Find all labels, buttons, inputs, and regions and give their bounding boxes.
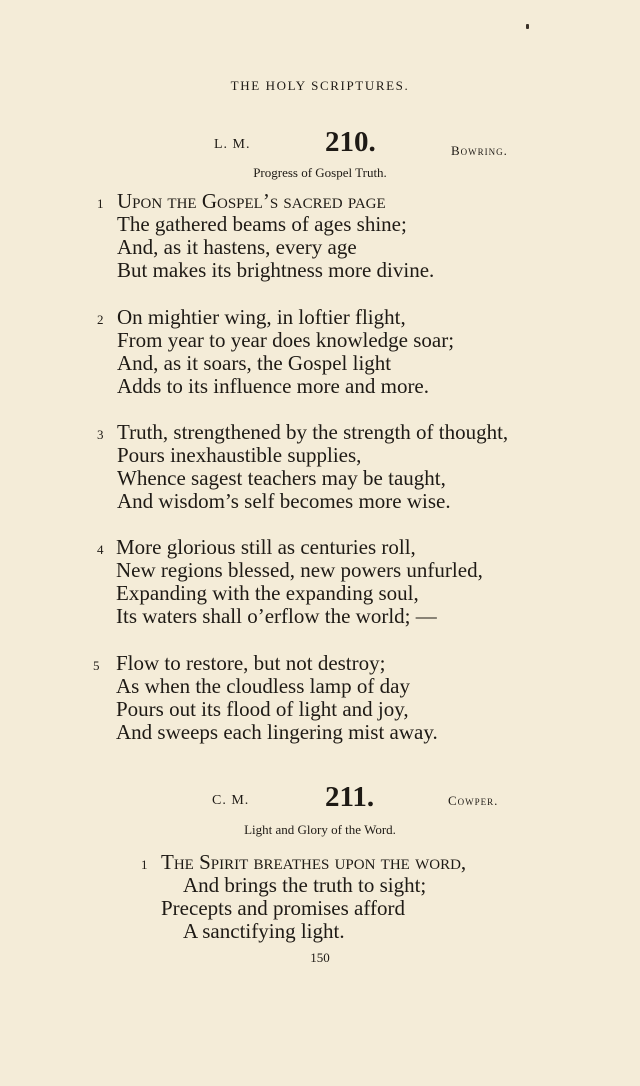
- verse-line: The Spirit breathes upon the word,: [161, 850, 467, 874]
- verse-line: Truth, strengthened by the strength of thought,: [117, 420, 509, 444]
- stanza-4: [97, 535, 483, 628]
- verse-number: 5: [93, 658, 100, 673]
- running-head: THE HOLY SCRIPTURES.: [230, 78, 410, 93]
- stanza-5: [93, 651, 438, 744]
- verse-number: 2: [97, 312, 104, 327]
- verse-line: Flow to restore, but not destroy;: [116, 651, 386, 675]
- verse-line: Expanding with the expanding soul,: [116, 581, 419, 605]
- verse-line: Whence sagest teachers may be taught,: [117, 466, 446, 490]
- stanza-1: [141, 850, 467, 943]
- hymn-211-meter: C. M.: [212, 793, 250, 808]
- hymn-210-meter: L. M.: [214, 137, 251, 152]
- verse-line: Upon the Gospel’s sacred page: [117, 189, 386, 213]
- verse-line: More glorious still as centuries roll,: [116, 535, 416, 559]
- verse-number: 4: [97, 542, 104, 557]
- verse-number: 1: [97, 196, 104, 211]
- verse-line: And wisdom’s self becomes more wise.: [117, 489, 451, 513]
- verse-line: And, as it hastens, every age: [117, 235, 357, 259]
- verse-line: And sweeps each lingering mist away.: [116, 720, 438, 744]
- verse-line: New regions blessed, new powers unfurled,: [116, 558, 483, 582]
- hymn-211-subtitle: Light and Glory of the Word.: [244, 822, 396, 837]
- hymn-210-number: 210.: [325, 126, 376, 158]
- verse-line: Adds to its influence more and more.: [117, 374, 430, 398]
- verse-line: But makes its brightness more divine.: [117, 258, 435, 282]
- verse-line: And, as it soars, the Gospel light: [117, 351, 392, 375]
- stanza-3: [97, 420, 509, 513]
- verse-number: 1: [141, 857, 148, 872]
- stanza-2: [97, 305, 455, 398]
- hymn-210-author: Bowring.: [451, 143, 508, 158]
- verse-line: Pours out its flood of light and joy,: [116, 697, 409, 721]
- verse-line: From year to year does knowledge soar;: [117, 328, 455, 352]
- verse-line: Its waters shall o’erflow the world; —: [116, 604, 437, 628]
- verse-line: Pours inexhaustible supplies,: [117, 443, 362, 467]
- verse-line: Precepts and promises afford: [161, 896, 405, 920]
- stanza-1: [97, 189, 435, 282]
- page-number: 150: [310, 950, 330, 965]
- ink-speck: [526, 24, 529, 29]
- hymn-211-author: Cowper.: [448, 793, 499, 808]
- verse-line: On mightier wing, in loftier flight,: [117, 305, 406, 329]
- verse-line: As when the cloudless lamp of day: [116, 674, 410, 698]
- hymn-210-subtitle: Progress of Gospel Truth.: [253, 165, 387, 180]
- verse-number: 3: [97, 427, 104, 442]
- hymn-211-number: 211.: [325, 781, 375, 813]
- verse-line: And brings the truth to sight;: [183, 873, 427, 897]
- verse-line: A sanctifying light.: [183, 919, 345, 943]
- verse-line: The gathered beams of ages shine;: [117, 212, 407, 236]
